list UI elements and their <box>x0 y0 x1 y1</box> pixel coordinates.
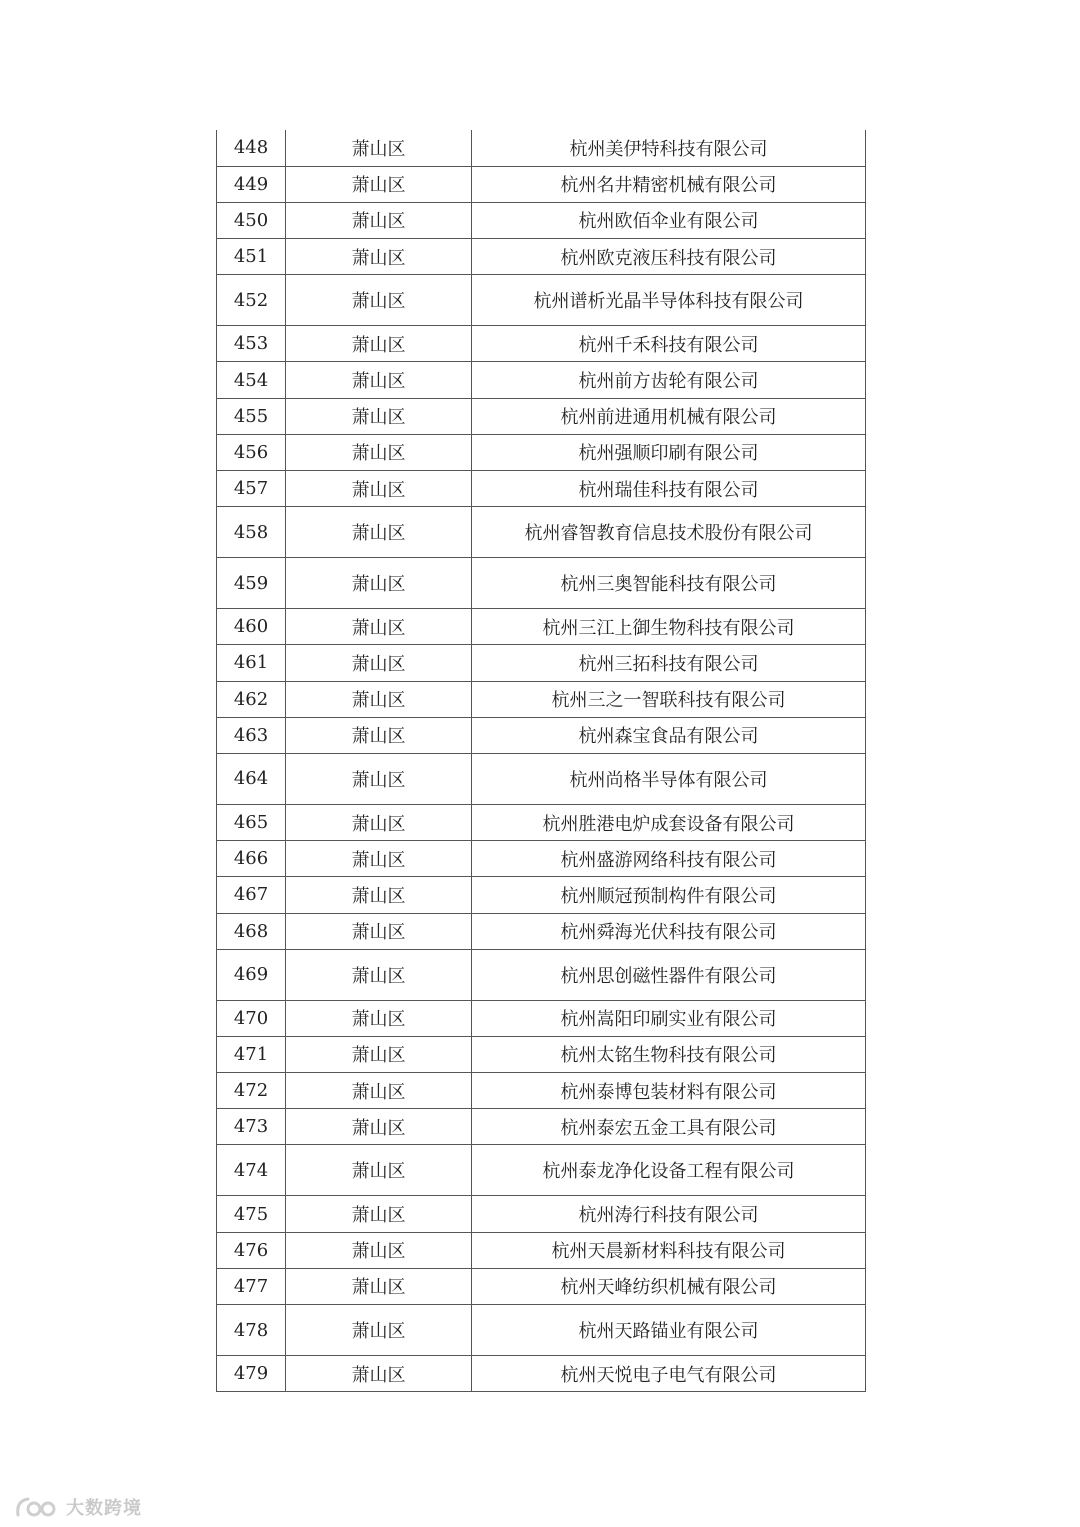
table-row <box>217 434 866 470</box>
table-row <box>217 1036 866 1072</box>
district-cell: 萧山区 <box>286 202 472 238</box>
table-row <box>217 877 866 913</box>
company-name-cell: 杭州森宝食品有限公司 <box>472 717 866 753</box>
company-name-cell: 杭州思创磁性器件有限公司 <box>472 949 866 1000</box>
company-name-cell: 杭州睿智教育信息技术股份有限公司 <box>472 507 866 558</box>
table-row <box>217 681 866 717</box>
company-name-cell: 杭州名井精密机械有限公司 <box>472 166 866 202</box>
row-number-cell: 464 <box>217 753 286 804</box>
district-cell: 萧山区 <box>286 1109 472 1145</box>
row-number-cell: 465 <box>217 804 286 840</box>
company-name-cell: 杭州三拓科技有限公司 <box>472 645 866 681</box>
district-cell: 萧山区 <box>286 1000 472 1036</box>
row-number-cell: 450 <box>217 202 286 238</box>
table-row <box>217 507 866 558</box>
district-cell: 萧山区 <box>286 949 472 1000</box>
table-row <box>217 558 866 609</box>
row-number-cell: 468 <box>217 913 286 949</box>
company-name-cell: 杭州天峰纺织机械有限公司 <box>472 1268 866 1304</box>
row-number-cell: 459 <box>217 558 286 609</box>
district-cell: 萧山区 <box>286 1036 472 1072</box>
district-cell: 萧山区 <box>286 1196 472 1232</box>
row-number-cell: 466 <box>217 841 286 877</box>
table-row <box>217 1145 866 1196</box>
row-number-cell: 469 <box>217 949 286 1000</box>
row-number-cell: 474 <box>217 1145 286 1196</box>
company-name-cell: 杭州胜港电炉成套设备有限公司 <box>472 804 866 840</box>
table-row <box>217 202 866 238</box>
table-row <box>217 130 866 166</box>
company-list-table <box>216 130 866 1392</box>
table-row <box>217 1000 866 1036</box>
table-row <box>217 949 866 1000</box>
row-number-cell: 449 <box>217 166 286 202</box>
table-row <box>217 326 866 362</box>
company-name-cell: 杭州嵩阳印刷实业有限公司 <box>472 1000 866 1036</box>
company-name-cell: 杭州泰博包装材料有限公司 <box>472 1073 866 1109</box>
district-cell: 萧山区 <box>286 841 472 877</box>
row-number-cell: 470 <box>217 1000 286 1036</box>
company-name-cell: 杭州三奥智能科技有限公司 <box>472 558 866 609</box>
company-name-cell: 杭州欧克液压科技有限公司 <box>472 239 866 275</box>
company-name-cell: 杭州前方齿轮有限公司 <box>472 362 866 398</box>
row-number-cell: 454 <box>217 362 286 398</box>
table-row <box>217 239 866 275</box>
row-number-cell: 455 <box>217 398 286 434</box>
company-name-cell: 杭州千禾科技有限公司 <box>472 326 866 362</box>
company-name-cell: 杭州瑞佳科技有限公司 <box>472 471 866 507</box>
watermark <box>14 1494 142 1520</box>
company-name-cell: 杭州天晨新材料科技有限公司 <box>472 1232 866 1268</box>
row-number-cell: 460 <box>217 609 286 645</box>
district-cell: 萧山区 <box>286 1232 472 1268</box>
row-number-cell: 452 <box>217 275 286 326</box>
row-number-cell: 472 <box>217 1073 286 1109</box>
row-number-cell: 477 <box>217 1268 286 1304</box>
row-number-cell: 475 <box>217 1196 286 1232</box>
table-row <box>217 398 866 434</box>
table-row <box>217 275 866 326</box>
row-number-cell: 461 <box>217 645 286 681</box>
table-row <box>217 166 866 202</box>
district-cell: 萧山区 <box>286 1073 472 1109</box>
company-name-cell: 杭州前进通用机械有限公司 <box>472 398 866 434</box>
row-number-cell: 456 <box>217 434 286 470</box>
company-name-cell: 杭州美伊特科技有限公司 <box>472 130 866 166</box>
row-number-cell: 478 <box>217 1305 286 1356</box>
company-name-cell: 杭州天路锚业有限公司 <box>472 1305 866 1356</box>
table-row <box>217 753 866 804</box>
table-row <box>217 1305 866 1356</box>
table-row <box>217 1268 866 1304</box>
row-number-cell: 473 <box>217 1109 286 1145</box>
row-number-cell: 463 <box>217 717 286 753</box>
district-cell: 萧山区 <box>286 1145 472 1196</box>
table-row <box>217 841 866 877</box>
company-name-cell: 杭州顺冠预制构件有限公司 <box>472 877 866 913</box>
district-cell: 萧山区 <box>286 166 472 202</box>
district-cell: 萧山区 <box>286 1356 472 1392</box>
company-name-cell: 杭州太铭生物科技有限公司 <box>472 1036 866 1072</box>
company-name-cell: 杭州舜海光伏科技有限公司 <box>472 913 866 949</box>
district-cell: 萧山区 <box>286 609 472 645</box>
watermark-text: 大数跨境 <box>66 1498 142 1519</box>
row-number-cell: 453 <box>217 326 286 362</box>
company-name-cell: 杭州天悦电子电气有限公司 <box>472 1356 866 1392</box>
company-name-cell: 杭州涛行科技有限公司 <box>472 1196 866 1232</box>
district-cell: 萧山区 <box>286 913 472 949</box>
district-cell: 萧山区 <box>286 362 472 398</box>
company-name-cell: 杭州尚格半导体有限公司 <box>472 753 866 804</box>
company-name-cell: 杭州泰龙净化设备工程有限公司 <box>472 1145 866 1196</box>
table-row <box>217 717 866 753</box>
row-number-cell: 457 <box>217 471 286 507</box>
row-number-cell: 471 <box>217 1036 286 1072</box>
row-number-cell: 479 <box>217 1356 286 1392</box>
district-cell: 萧山区 <box>286 130 472 166</box>
district-cell: 萧山区 <box>286 877 472 913</box>
district-cell: 萧山区 <box>286 398 472 434</box>
district-cell: 萧山区 <box>286 753 472 804</box>
district-cell: 萧山区 <box>286 804 472 840</box>
table-row <box>217 609 866 645</box>
district-cell: 萧山区 <box>286 681 472 717</box>
table-row <box>217 362 866 398</box>
row-number-cell: 448 <box>217 130 286 166</box>
company-name-cell: 杭州三江上御生物科技有限公司 <box>472 609 866 645</box>
district-cell: 萧山区 <box>286 1305 472 1356</box>
district-cell: 萧山区 <box>286 558 472 609</box>
district-cell: 萧山区 <box>286 471 472 507</box>
district-cell: 萧山区 <box>286 239 472 275</box>
table-row <box>217 1196 866 1232</box>
company-name-cell: 杭州三之一智联科技有限公司 <box>472 681 866 717</box>
district-cell: 萧山区 <box>286 1268 472 1304</box>
table-row <box>217 1073 866 1109</box>
row-number-cell: 458 <box>217 507 286 558</box>
table-row <box>217 1232 866 1268</box>
row-number-cell: 462 <box>217 681 286 717</box>
district-cell: 萧山区 <box>286 434 472 470</box>
company-name-cell: 杭州泰宏五金工具有限公司 <box>472 1109 866 1145</box>
district-cell: 萧山区 <box>286 507 472 558</box>
table-row <box>217 1109 866 1145</box>
row-number-cell: 451 <box>217 239 286 275</box>
company-name-cell: 杭州欧佰伞业有限公司 <box>472 202 866 238</box>
district-cell: 萧山区 <box>286 645 472 681</box>
company-name-cell: 杭州盛游网络科技有限公司 <box>472 841 866 877</box>
district-cell: 萧山区 <box>286 326 472 362</box>
district-cell: 萧山区 <box>286 717 472 753</box>
table-row <box>217 471 866 507</box>
row-number-cell: 476 <box>217 1232 286 1268</box>
brand-logo-icon <box>14 1495 60 1519</box>
company-name-cell: 杭州谱析光晶半导体科技有限公司 <box>472 275 866 326</box>
table-row <box>217 913 866 949</box>
row-number-cell: 467 <box>217 877 286 913</box>
district-cell: 萧山区 <box>286 275 472 326</box>
table-body <box>217 130 866 1392</box>
company-name-cell: 杭州强顺印刷有限公司 <box>472 434 866 470</box>
table-row <box>217 1356 866 1392</box>
table-row <box>217 645 866 681</box>
table-row <box>217 804 866 840</box>
